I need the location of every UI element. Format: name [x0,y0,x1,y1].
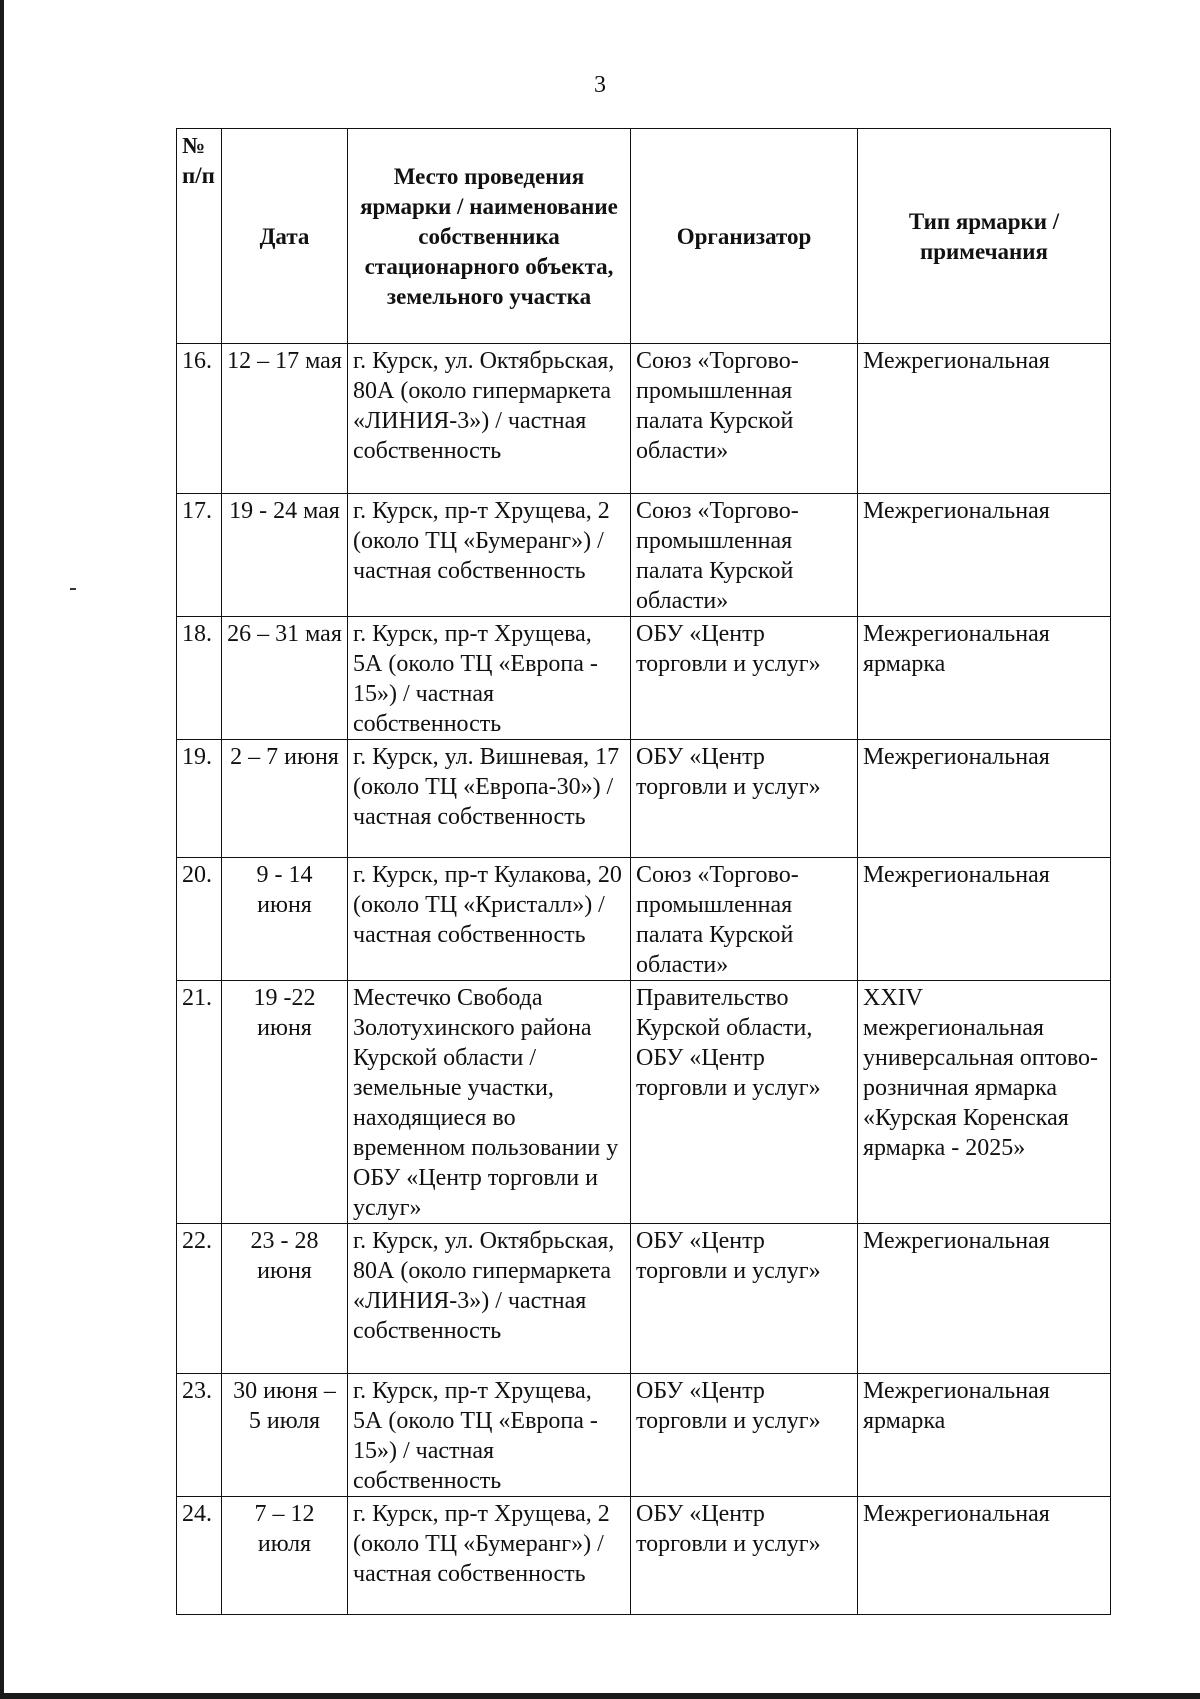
row-number: 23. [177,1374,222,1497]
row-type: Межрегиональная [858,740,1111,858]
row-organizer: Союз «Торгово-промышленная палата Курской области» [631,858,858,981]
row-organizer: ОБУ «Центр торговли и услуг» [631,1224,858,1374]
row-organizer: ОБУ «Центр торговли и услуг» [631,617,858,740]
page-number: 3 [594,72,606,98]
scan-speck [70,588,76,590]
scan-edge-left [0,0,4,1699]
row-number: 20. [177,858,222,981]
row-place: г. Курск, ул. Октябрьская, 80А (около гипермаркета «ЛИНИЯ-3») / частная собственность [348,1224,631,1374]
row-type: Межрегиональная [858,1224,1111,1374]
scan-edge-bottom [0,1693,1200,1699]
row-organizer: Союз «Торгово-промышленная палата Курской области» [631,344,858,494]
row-date: 26 – 31 мая [222,617,348,740]
row-organizer: Правительство Курской области, ОБУ «Центр торговли и услуг» [631,981,858,1224]
row-place: г. Курск, ул. Вишневая, 17 (около ТЦ «Европа-30») / частная собственность [348,740,631,858]
row-date: 9 - 14 июня [222,858,348,981]
table-row [177,344,1111,494]
table-row [177,1374,1111,1497]
row-organizer: ОБУ «Центр торговли и услуг» [631,1374,858,1497]
table-row [177,1497,1111,1615]
row-organizer: ОБУ «Центр торговли и услуг» [631,1497,858,1615]
row-organizer: ОБУ «Центр торговли и услуг» [631,740,858,858]
row-number: 17. [177,494,222,617]
row-place: г. Курск, пр-т Хрущева, 5А (около ТЦ «Европа - 15») / частная собственность [348,1374,631,1497]
row-type: Межрегиональная [858,494,1111,617]
row-type: Межрегиональная ярмарка [858,1374,1111,1497]
row-place: г. Курск, пр-т Хрущева, 2 (около ТЦ «Бумеранг») / частная собственность [348,494,631,617]
table-row [177,981,1111,1224]
row-number: 16. [177,344,222,494]
table-row [177,617,1111,740]
row-type: Межрегиональная ярмарка [858,617,1111,740]
row-date: 7 – 12 июля [222,1497,348,1615]
row-type: XXIV межрегиональная универсальная оптово-розничная ярмарка «Курская Коренская ярмарка - 2025» [858,981,1111,1224]
row-number: 18. [177,617,222,740]
row-place: г. Курск, пр-т Хрущева, 2 (около ТЦ «Бумеранг») / частная собственность [348,1497,631,1615]
table-row [177,740,1111,858]
row-number: 21. [177,981,222,1224]
row-number: 19. [177,740,222,858]
fairs-schedule-table [176,128,1111,1615]
row-type: Межрегиональная [858,858,1111,981]
table-row [177,494,1111,617]
row-date: 2 – 7 июня [222,740,348,858]
row-date: 30 июня – 5 июля [222,1374,348,1497]
row-type: Межрегиональная [858,1497,1111,1615]
header-number: № п/п [177,129,222,344]
header-type: Тип ярмарки / примечания [858,129,1111,344]
row-number: 22. [177,1224,222,1374]
row-place: Местечко Свобода Золотухинского района Курской области / земельные участки, находящиеся во временном пользовании у ОБУ «Центр торговли и услуг» [348,981,631,1224]
header-place: Место проведения ярмарки / наименование собственника стационарного объекта, земельного участка [348,129,631,344]
table-header-row [177,129,1111,344]
table-row [177,858,1111,981]
row-number: 24. [177,1497,222,1615]
header-organizer: Организатор [631,129,858,344]
table-row [177,1224,1111,1374]
row-date: 19 -22 июня [222,981,348,1224]
row-place: г. Курск, ул. Октябрьская, 80А (около гипермаркета «ЛИНИЯ-3») / частная собственность [348,344,631,494]
row-date: 12 – 17 мая [222,344,348,494]
row-organizer: Союз «Торгово-промышленная палата Курской области» [631,494,858,617]
row-place: г. Курск, пр-т Кулакова, 20 (около ТЦ «Кристалл») / частная собственность [348,858,631,981]
header-date: Дата [222,129,348,344]
row-place: г. Курск, пр-т Хрущева, 5А (около ТЦ «Европа - 15») / частная собственность [348,617,631,740]
row-date: 23 - 28 июня [222,1224,348,1374]
row-date: 19 - 24 мая [222,494,348,617]
row-type: Межрегиональная [858,344,1111,494]
